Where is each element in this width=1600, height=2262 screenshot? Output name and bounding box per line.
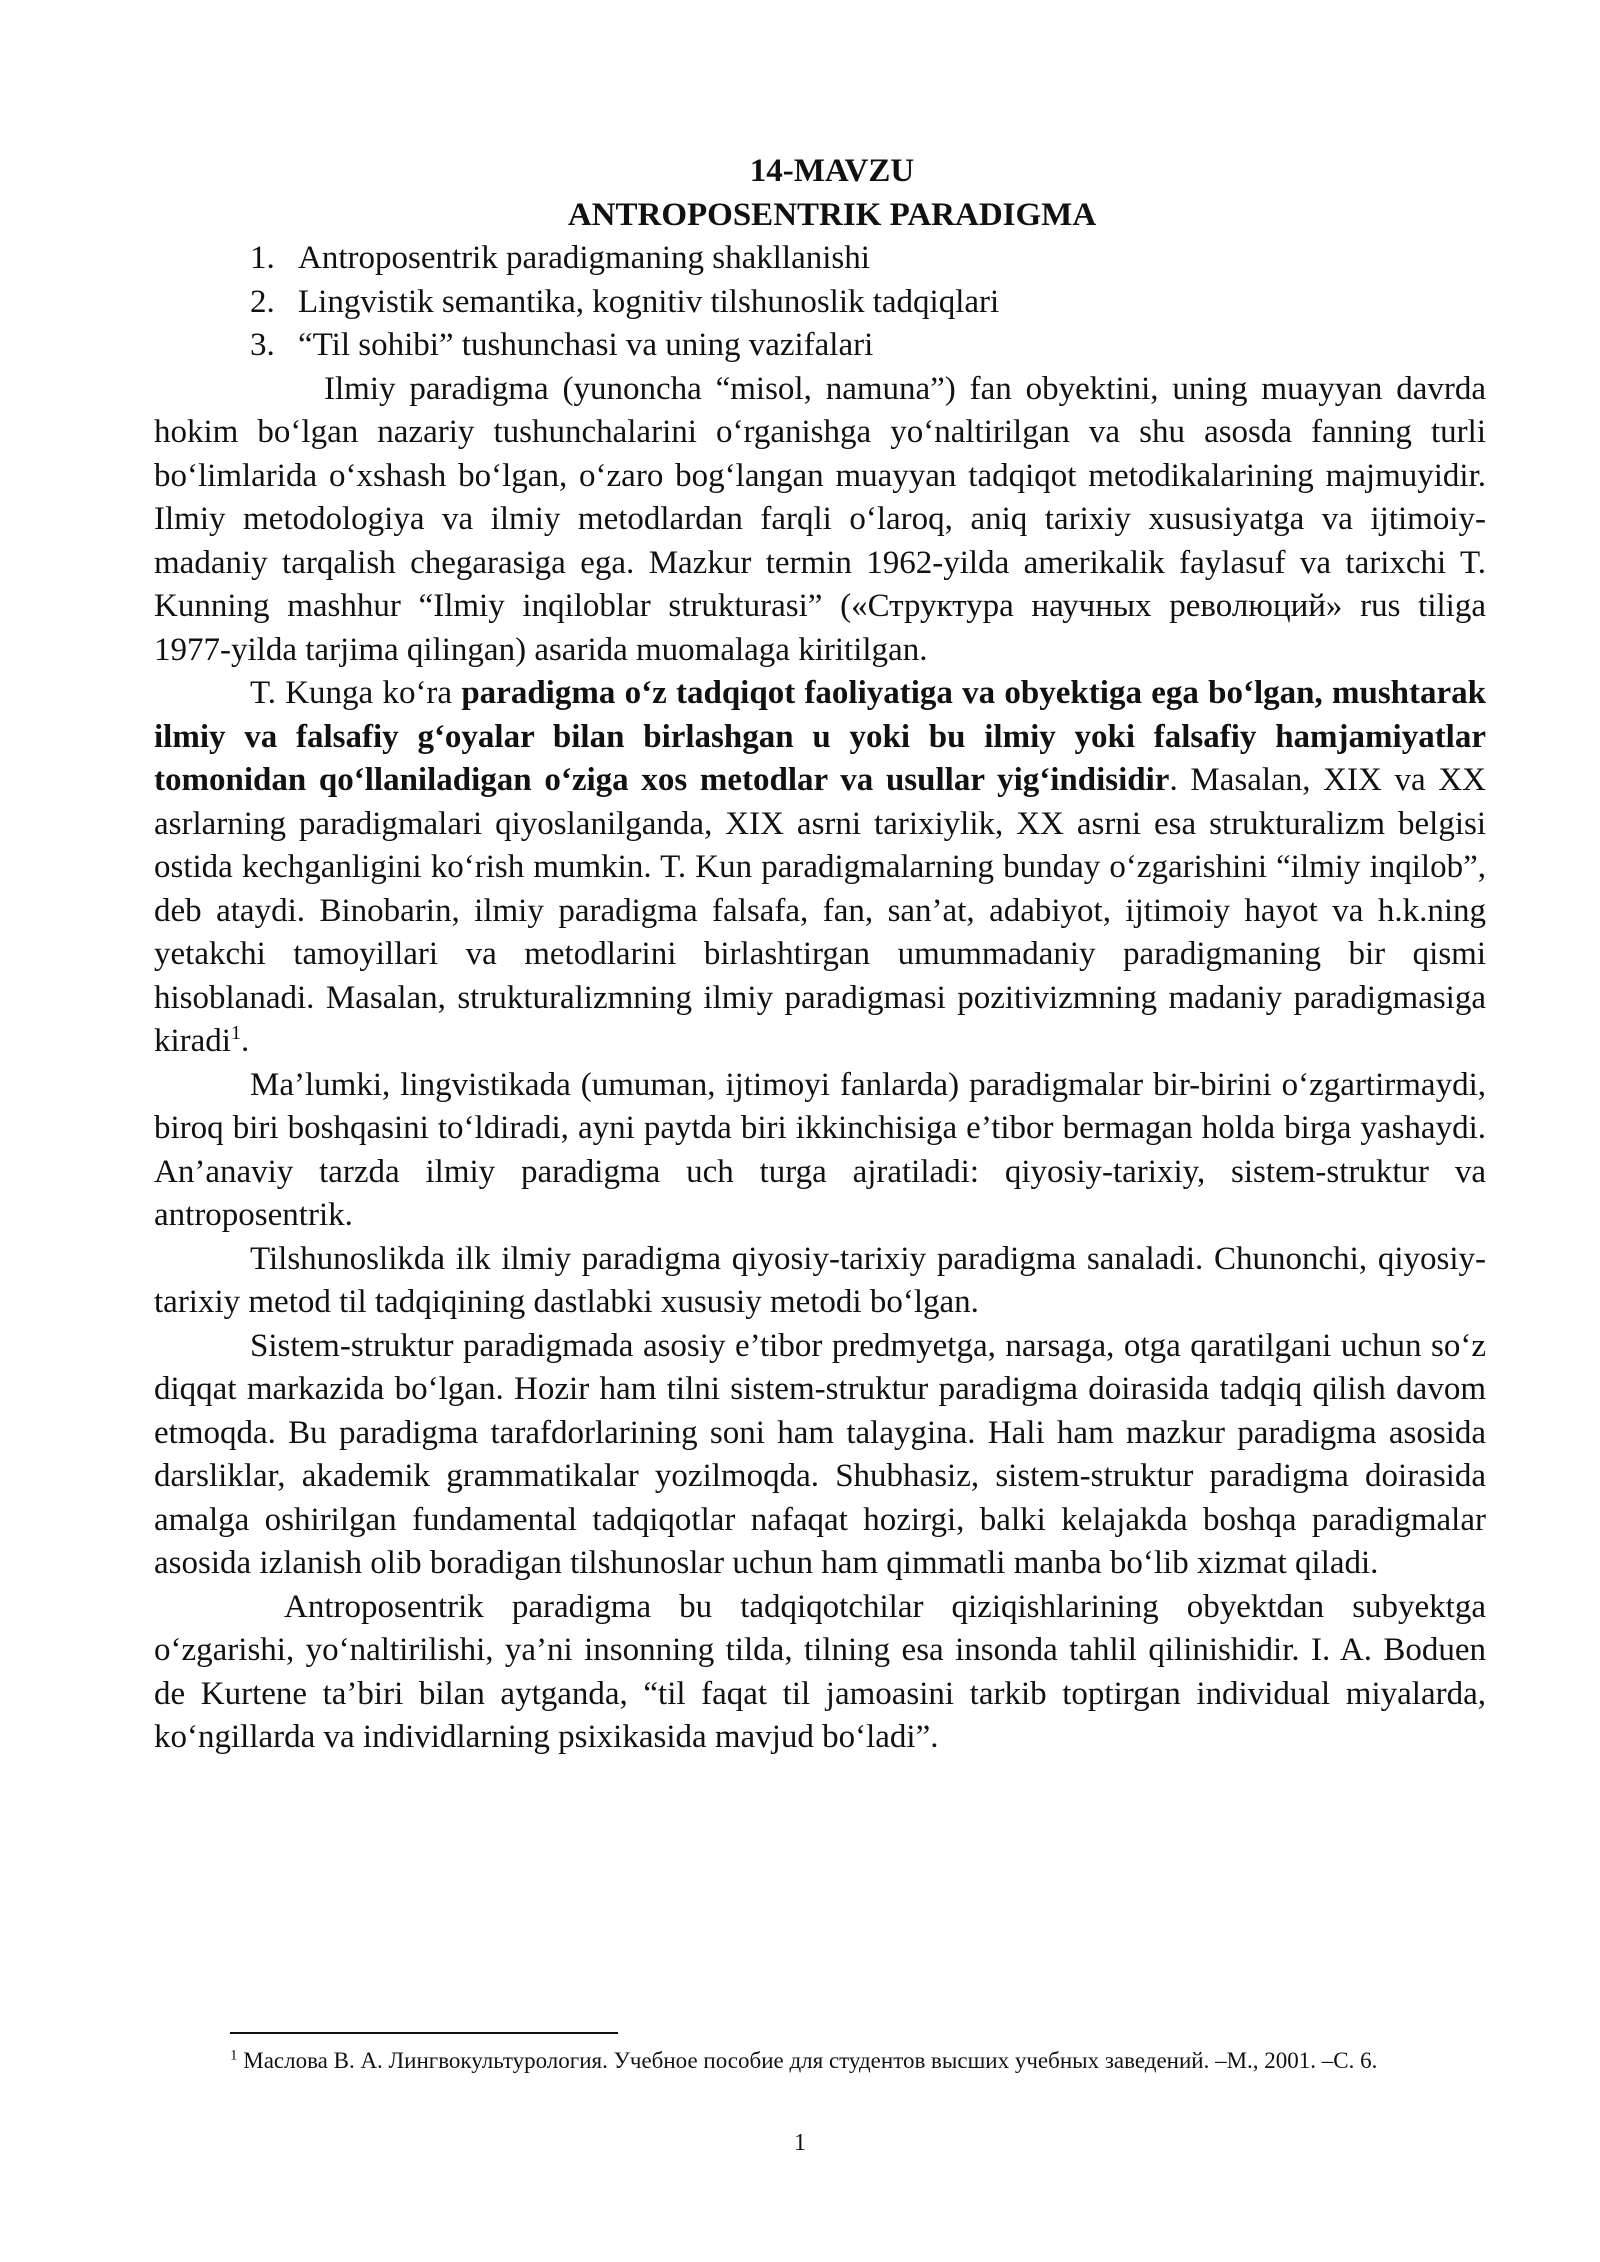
paragraph-anthropocentric: Antroposentrik paradigma bu tadqiqotchilar qiziqishlarining obyektdan subyektga o‘zgarishi, yo‘naltirilishi, ya’ni insonning tilda, tilning esa insonda tahlil qilinishidir. I. A. Boduen de Kurtene ta’biri bilan aytganda, “til faqat til jamoasini tarkib toptirgan individual miyalarda, ko‘ngillarda va individlarning psixikasida mavjud bo‘ladi”. xyxy=(154,1588,1486,1755)
footnote-divider xyxy=(230,2032,618,2034)
outline-item xyxy=(250,237,1486,281)
outline-item-text: Antroposentrik paradigmaning shakllanishi xyxy=(298,240,870,276)
paragraph-end-text: . xyxy=(240,1023,250,1059)
paragraph-paradigm-types: Ma’lumki, lingvistikada (umuman, ijtimoyi fanlarda) paradigmalar bir-birini o‘zgartirmaydi, biroq biri boshqasini to‘ldiradi, ayni paytda biri ikkinchisiga e’tibor bermagan holda birga yashaydi. An’anaviy tarzda ilmiy paradigma uch turga ajratiladi: qiyosiy-tarixiy, sistem-struktur va antroposentrik. xyxy=(154,1066,1486,1233)
outline-item-text: Lingvistik semantika, kognitiv tilshunoslik tadqiqlari xyxy=(298,283,1000,320)
footnote-reference[interactable]: 1 xyxy=(230,1022,241,1044)
topic-number: 14-MAVZU xyxy=(749,153,915,189)
paragraph-system-structural: Sistem-struktur paradigmada asosiy e’tibor predmyetga, narsaga, otga qaratilgani uchun so‘z diqqat markazida bo‘lgan. Hozir ham tilni sistem-struktur paradigma doirasida tadqiq qilish davom etmoqda. Bu paradigma tarafdorlarining soni ham talaygina. Hali ham mazkur paradigma asosida darsliklar, akademik grammatikalar yozilmoqda. Shubhasiz, sistem-struktur paradigma doirasida amalga oshirilgan fundamental tadqiqotlar nafaqat hozirgi, balki kelajakda boshqa paradigmalar asosida izlanish olib boradigan tilshunoslar uchun ham qimmatli manba bo‘lib xizmat qiladi. xyxy=(154,1327,1486,1581)
footnote-text: Маслова В. А. Лингвокультурология. Учебное пособие для студентов высших учебных заведений. –М., 2001. –С. 6. xyxy=(237,2048,1378,2073)
paragraph-lead-text: T. Kunga ko‘ra xyxy=(250,675,462,711)
outline-item xyxy=(250,324,1486,368)
outline-item-text: “Til sohibi” tushunchasi va uning vazifalari xyxy=(298,327,874,363)
footnote-marker: 1 xyxy=(230,2047,238,2064)
outline-item-number: 3. xyxy=(250,327,275,363)
outline-item xyxy=(250,281,1486,325)
paragraph-comparative-historical: Tilshunoslikda ilk ilmiy paradigma qiyosiy-tarixiy paradigma sanaladi. Chunonchi, qiyosiy-tarixiy metod til tadqiqining dastlabki xususiy metodi bo‘lgan. xyxy=(154,1240,1486,1320)
footnote xyxy=(230,2044,1486,2078)
paragraph-body-text: . Masalan, XIX va XX asrlarning paradigmalari qiyoslanilganda, XIX asrni tarixiylik, XX asrni esa strukturalizm belgisi ostida kechganligini ko‘rish mumkin. T. Kun paradigmalarning bunday o‘zgarishini “ilmiy inqilob”, deb ataydi. Binobarin, ilmiy paradigma falsafa, fan, san’at, adabiyot, ijtimoiy hayot va h.k.ning yetakchi tamoyillari va metodlarini birlashtirgan umummadaniy paradigmaning bir qismi hisoblanadi. Masalan, strukturalizmning ilmiy paradigmasi pozitivizmning madaniy paradigmasiga kiradi xyxy=(154,762,1486,1059)
paragraph-paradigm-definition: Ilmiy paradigma (yunoncha “misol, namuna”) fan obyektini, uning muayyan davrda hokim bo‘lgan nazariy tushunchalarini o‘rganishga yo‘naltirilgan va shu asosda fanning turli bo‘limlarida o‘xshash bo‘lgan, o‘zaro bog‘langan muayyan tadqiqot metodikalarining majmuyidir. Ilmiy metodologiya va ilmiy metodlardan farqli o‘laroq, aniq tarixiy xususiyatga va ijtimoiy-madaniy tarqalish chegarasiga ega. Mazkur termin 1962-yilda amerikalik faylasuf va tarixchi T. Kunning mashhur “Ilmiy inqiloblar strukturasi” («Структура научных революций» rus tiliga 1977-yilda tarjima qilingan) asarida muomalaga kiritilgan. xyxy=(154,370,1486,668)
paragraph-kuhn-definition xyxy=(154,672,1486,1064)
topic-outline xyxy=(154,237,1486,368)
paragraph-bold-definition: paradigma o‘z tadqiqot faoliyatiga va obyektiga ega bo‘lgan, mushtarak ilmiy va falsafiy g‘oyalar bilan birlashgan u yoki bu ilmiy yoki falsafiy hamjamiyatlar tomonidan qo‘llaniladigan o‘ziga xos metodlar va usullar yig‘indisidir xyxy=(154,675,1486,798)
document-page xyxy=(154,150,1486,1760)
outline-item-number: 2. xyxy=(250,283,275,320)
page-number: 1 xyxy=(794,2130,806,2156)
outline-item-number: 1. xyxy=(250,240,275,276)
page-title: ANTROPOSENTRIK PARADIGMA xyxy=(567,196,1097,233)
